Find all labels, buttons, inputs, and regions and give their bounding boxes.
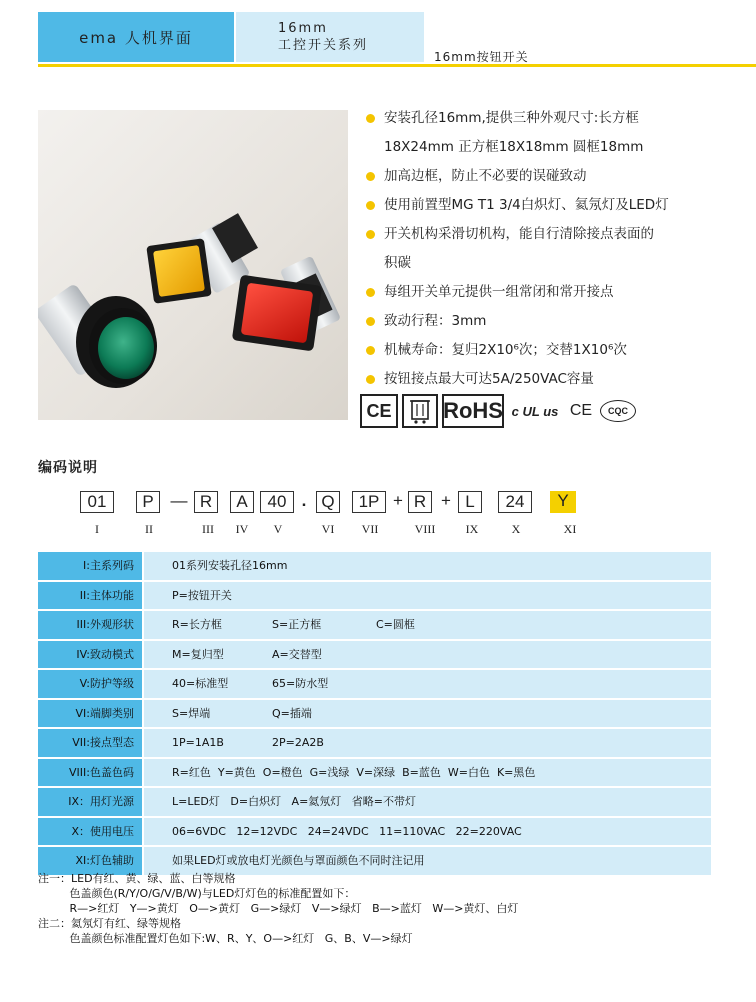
series-banner [236,12,424,62]
recycle-bin-icon [402,394,438,428]
table-row [38,729,711,759]
table-row [38,818,711,848]
code-light-source: L [458,491,482,513]
code-spec-table [38,552,711,877]
feature-item: 积碳 [384,255,411,271]
table-row [38,582,711,612]
bullet-icon [366,230,375,239]
code-mode: A [230,491,254,513]
code-section-title: 编码说明 [38,460,98,476]
page-subtitle: 16mm按钮开关 [434,50,529,64]
row-value: 01系列安装孔径16mm [144,552,711,580]
ce-mark-small-icon: CE [569,402,593,419]
bullet-icon [366,201,375,210]
notes [38,871,518,946]
code-protection: 40 [260,491,294,513]
feature-list [366,108,751,398]
roman-numeral: VIII [414,522,436,536]
row-value: P=按钮开关 [144,582,711,610]
roman-numeral: XI [563,522,577,536]
product-photo [38,110,348,420]
feature-item: 开关机构采滑切机构，能自行清除接点表面的 [366,224,751,253]
bullet-icon [366,114,375,123]
feature-item: 致动行程：3mm [366,311,751,340]
row-label: VIII:色盖色码 [38,759,142,787]
roman-numeral: V [273,522,283,536]
note-line: 注一：LED有红、黄、绿、蓝、白等规格 [38,872,236,885]
row-value: 40=标准型 65=防水型 [144,670,711,698]
feature-item: 按钮接点最大可达5A/250VAC容量 [366,369,751,398]
note-line: 注二：氦氖灯有红、绿等规格 [38,917,181,930]
row-label: IX：用灯光源 [38,788,142,816]
table-row [38,641,711,671]
rohs-mark-icon: RoHS [442,394,504,428]
code-dash: — [170,491,188,510]
row-value: 06=6VDC 12=12VDC 24=24VDC 11=110VAC 22=220VAC [144,818,711,846]
ce-mark-icon: CE [360,394,398,428]
roman-numeral: X [511,522,521,536]
code-shape: R [194,491,218,513]
row-label: IV:致动模式 [38,641,142,669]
row-value: 1P=1A1B 2P=2A2B [144,729,711,757]
code-plus: + [441,491,451,510]
roman-numeral: II [145,522,153,536]
bullet-icon [366,172,375,181]
code-light-color: Y [550,491,576,513]
table-row [38,788,711,818]
feature-item: 机械寿命：复归2X10⁶次；交替1X10⁶次 [366,340,751,369]
row-label: I:主系列码 [38,552,142,580]
note-line: 色盖颜色标准配置灯色如下:W、R、Y、O—>红灯 G、B、V—>绿灯 [38,932,413,945]
code-contact: 1P [352,491,386,513]
feature-item: 18X24mm 正方框18X18mm 圆框18mm [384,139,644,155]
bullet-icon [366,317,375,326]
row-value: L=LED灯 D=白炽灯 A=氦氖灯 省略=不带灯 [144,788,711,816]
table-row [38,759,711,789]
note-line: R—>红灯 Y—>黄灯 O—>黄灯 G—>绿灯 V—>绿灯 B—>蓝灯 W—>黄灯、白灯 [38,902,519,915]
table-row [38,611,711,641]
push-button-illustration [38,110,348,420]
feature-item: 加高边框，防止不必要的误碰致动 [366,166,751,195]
trash-bin-icon [408,397,432,425]
row-label: XI:灯色辅助 [38,847,142,875]
roman-numeral: VII [361,522,379,536]
certification-marks [360,393,636,429]
code-dot: . [301,491,307,510]
bullet-icon [366,346,375,355]
roman-numeral: IX [465,522,479,536]
brand-title: ema 人机界面 [79,28,193,47]
series-size: 16mm [278,21,328,36]
table-row [38,552,711,582]
brand-banner [38,12,234,62]
code-cap-color: R [408,491,432,513]
row-value: R=红色 Y=黄色 O=橙色 G=浅绿 V=深绿 B=蓝色 W=白色 K=黑色 [144,759,711,787]
bullet-icon [366,288,375,297]
row-value: M=复归型 A=交替型 [144,641,711,669]
note-line: 色盖颜色(R/Y/O/G/V/B/W)与LED灯灯色的标准配置如下： [38,887,356,900]
code-plus: + [393,491,403,510]
ul-mark-icon: c UL us [511,403,559,419]
feature-item: 使用前置型MG T1 3/4白炽灯、氦氖灯及LED灯 [366,195,751,224]
table-row [38,700,711,730]
row-label: V:防护等级 [38,670,142,698]
code-series: 01 [80,491,114,513]
row-value: S=焊端 Q=插端 [144,700,711,728]
roman-numeral: I [95,522,99,536]
row-label: VI:端脚类别 [38,700,142,728]
row-label: X：使用电压 [38,818,142,846]
code-voltage: 24 [498,491,532,513]
feature-item: 每组开关单元提供一组常闭和常开接点 [366,282,751,311]
code-terminal: Q [316,491,340,513]
table-row [38,670,711,700]
row-label: III:外观形状 [38,611,142,639]
row-value: 如果LED灯或放电灯光颜色与罩面颜色不同时注记用 [144,847,711,875]
roman-numeral: IV [235,522,249,536]
row-value: R=长方框 S=正方框 C=圆框 [144,611,711,639]
bullet-icon [366,375,375,384]
cqc-mark-icon: CQC [600,400,636,422]
row-label: VII:接点型态 [38,729,142,757]
code-function: P [136,491,160,513]
header-divider [38,64,756,67]
roman-numeral: III [202,522,214,536]
row-label: II:主体功能 [38,582,142,610]
roman-numeral: VI [321,522,335,536]
feature-item: 安装孔径16mm,提供三种外观尺寸:长方框 [366,108,751,137]
series-name: 工控开关系列 [278,38,369,53]
